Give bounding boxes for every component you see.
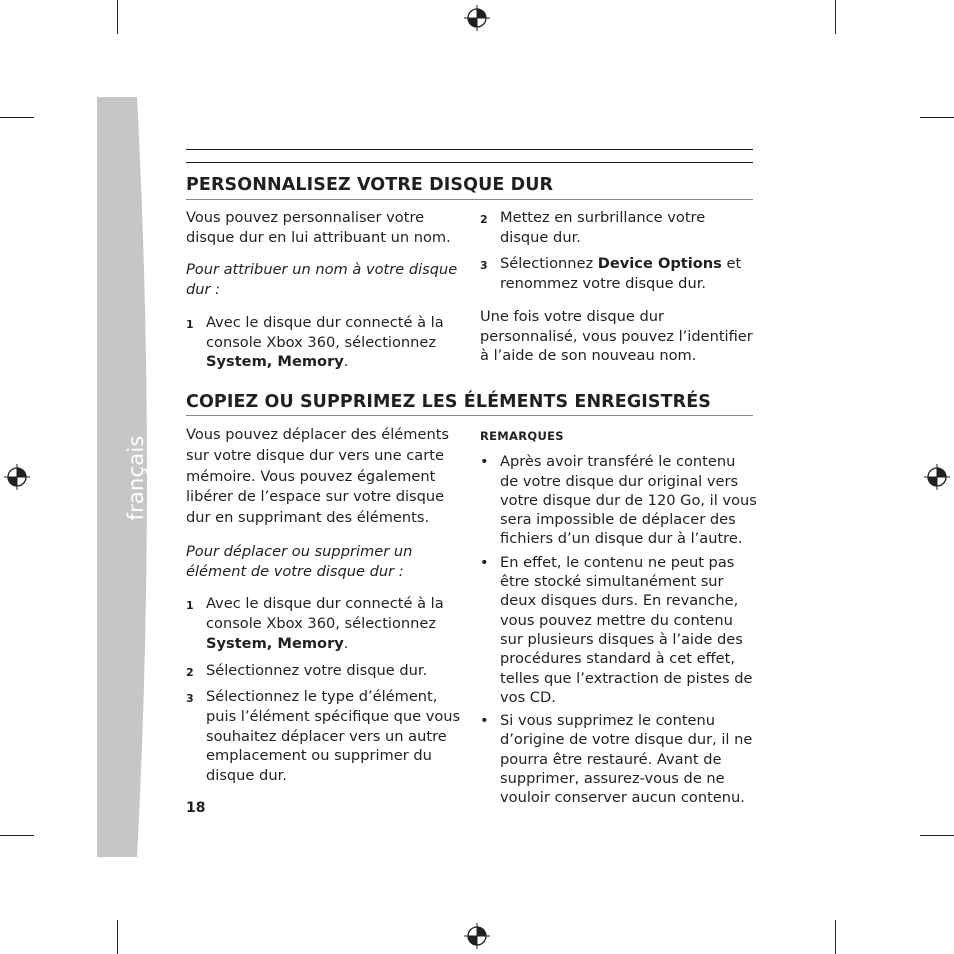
crop-mark: [835, 0, 836, 34]
bullet-icon: •: [480, 453, 489, 471]
remark-item: [480, 711, 758, 807]
step-number: 2: [186, 665, 194, 679]
registration-mark-icon: [464, 5, 490, 31]
page-number: 18: [186, 800, 206, 816]
step-number: 2: [480, 213, 488, 226]
remark-item: [480, 452, 758, 548]
step-text: Sélectionnez votre disque dur.: [206, 661, 428, 679]
section2-left-column: [186, 425, 466, 793]
bullet-icon: •: [480, 712, 489, 730]
step-number: 1: [186, 599, 194, 613]
section1-step: [186, 313, 461, 372]
crop-mark: [0, 835, 34, 836]
step-bold: Device Options: [597, 255, 722, 273]
section2-step: [186, 687, 466, 786]
section1-left-column: [186, 208, 461, 379]
step-text: Mettez en surbrillance votre disque dur.: [500, 209, 706, 246]
step-bold: System, Memory: [206, 353, 344, 371]
crop-mark: [835, 920, 836, 954]
side-tab-label: français: [124, 435, 148, 521]
remarks-title: REMARQUES: [480, 429, 564, 443]
section1-procedure-title: Pour attribuer un nom à votre disque dur :: [186, 261, 458, 299]
section2-step: [186, 661, 466, 681]
step-after: .: [343, 634, 349, 652]
step-bold: System, Memory: [206, 634, 344, 652]
step-text: Avec le disque dur connecté à la console Xbox 360, sélectionnez: [206, 313, 444, 351]
top-rule: [186, 162, 753, 163]
section1-heading: PERSONNALISEZ VOTRE DISQUE DUR: [186, 175, 554, 195]
top-rule: [186, 149, 753, 150]
registration-mark-icon: [924, 464, 950, 490]
remark-text: En effet, le contenu ne peut pas être stocké simultanément sur deux disques durs. En revanche, vous pouvez mettre du contenu sur plusieurs disques à l’aide des procédures standard à cet effet, telles que l’extraction de pistes de vos CD.: [500, 553, 753, 706]
remark-text: Après avoir transféré le contenu de votre disque dur original vers votre disque dur de 120 Go, il vous sera impossible de déplacer des fichiers d’un disque dur à l’autre.: [500, 453, 757, 548]
remark-item: [480, 553, 758, 707]
registration-mark-icon: [4, 464, 30, 490]
step-number: 3: [186, 692, 194, 706]
section2-procedure-title: Pour déplacer ou supprimer un élément de votre disque dur :: [186, 542, 413, 580]
step-text: Avec le disque dur connecté à la console Xbox 360, sélectionnez: [206, 595, 444, 633]
bullet-icon: •: [480, 553, 489, 571]
step-number: 1: [186, 317, 194, 331]
section1-step: [480, 254, 755, 293]
section1-intro: Vous pouvez personnaliser votre disque dur en lui attribuant un nom.: [186, 209, 451, 246]
step-after: et renommez votre disque dur.: [500, 255, 742, 293]
section2-step: [186, 594, 466, 653]
crop-mark: [920, 117, 954, 118]
crop-mark: [0, 117, 34, 118]
step-text: Sélectionnez le type d’élément, puis l’élément spécifique que vous souhaitez déplacer vers un autre emplacement ou supprimer du disque dur.: [206, 688, 461, 785]
section1-heading-rule: [186, 199, 753, 200]
section2-intro: Vous pouvez déplacer des éléments sur votre disque dur vers une carte mémoire. Vous pouvez également libérer de l’espace sur votre disque dur en supprimant des éléments.: [186, 426, 450, 527]
section2-heading-rule: [186, 415, 753, 416]
crop-mark: [920, 835, 954, 836]
step-text: Sélectionnez: [500, 255, 598, 273]
section1-outro: Une fois votre disque dur personnalisé, vous pouvez l’identifier à l’aide de son nouveau nom.: [480, 307, 753, 365]
section1-right-column: [480, 208, 755, 379]
section2-heading: COPIEZ OU SUPPRIMEZ LES ÉLÉMENTS ENREGISTRÉS: [186, 392, 711, 412]
crop-mark: [117, 0, 118, 34]
remark-text: Si vous supprimez le contenu d’origine de votre disque dur, il ne pourra être restauré. Avant de supprimer, assurez-vous de ne vouloir conserver aucun contenu.: [500, 712, 753, 807]
step-after: .: [343, 353, 349, 371]
section2-right-column: [480, 427, 758, 812]
registration-mark-icon: [464, 923, 490, 949]
crop-mark: [117, 920, 118, 954]
section1-step: [480, 208, 755, 247]
step-number: 3: [480, 259, 488, 273]
